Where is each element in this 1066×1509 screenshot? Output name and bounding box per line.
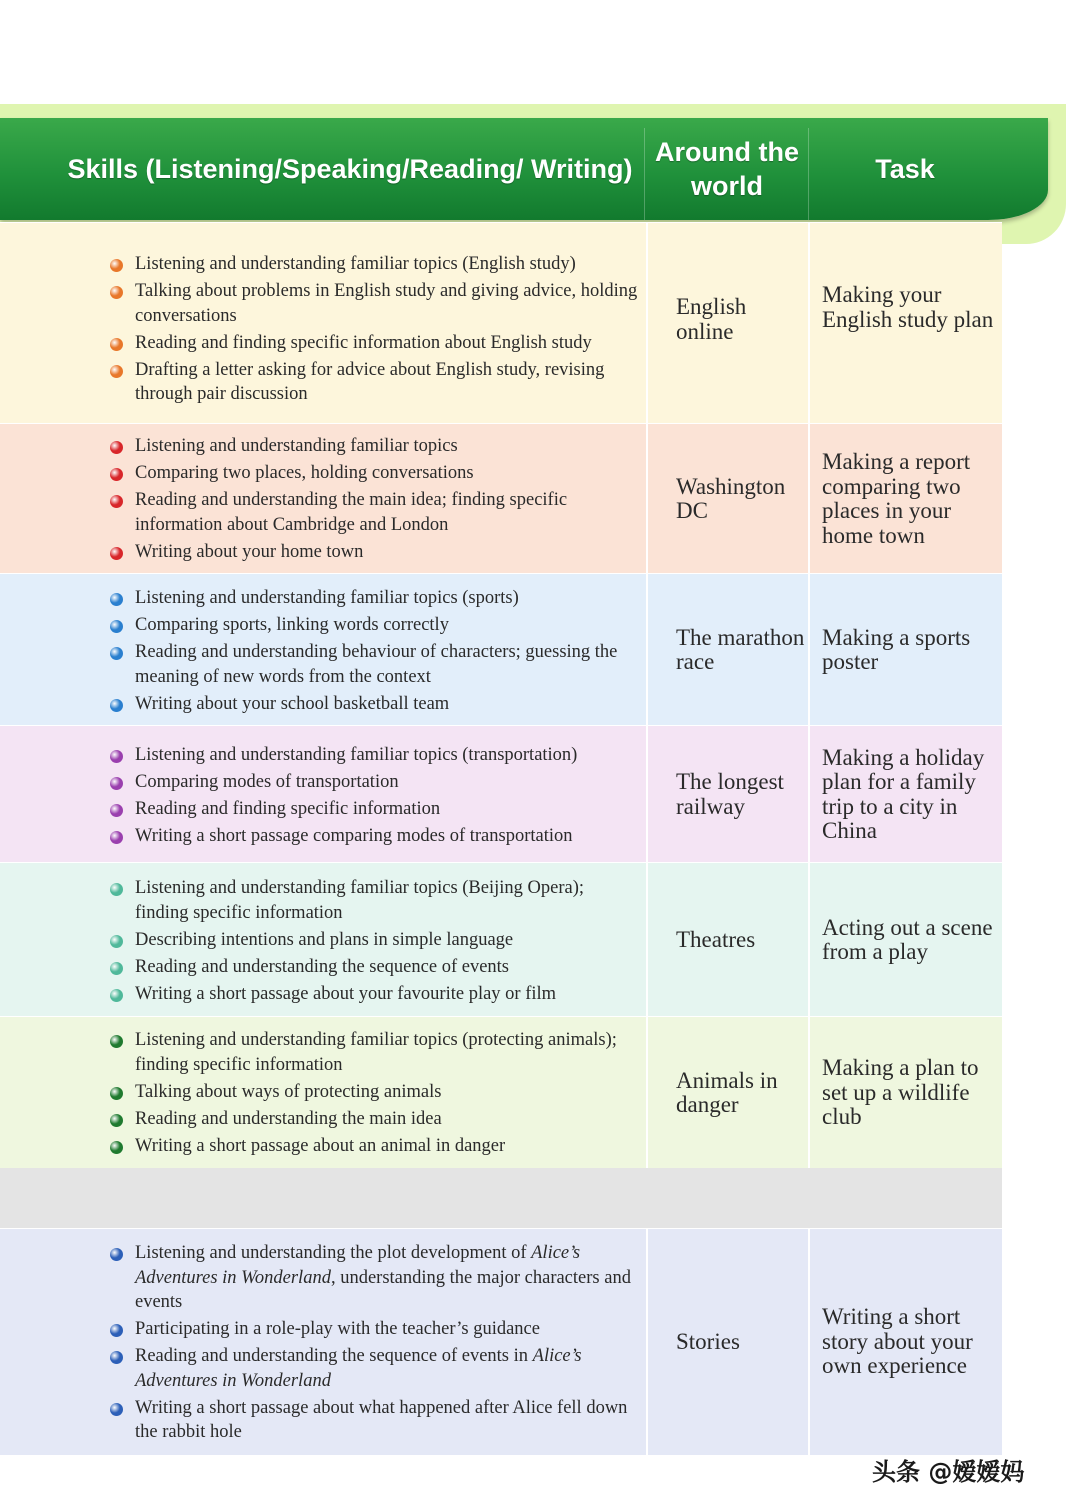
skills-cell [0,223,644,424]
bullet-icon [110,593,123,606]
world-text: The marathon race [676,624,805,674]
unit-row-2 [0,423,1002,574]
bullet-icon [110,620,123,633]
world-cell [646,1229,808,1455]
list-item: Reading and understanding the sequence of events in Alice’s Adventures in Wonderland [110,1344,640,1393]
task-cell [808,1229,1004,1455]
table-header [0,118,1048,220]
skills-list [110,434,640,567]
list-item: Listening and understanding familiar topics (protecting animals); finding specific information [110,1028,640,1077]
header-world: Around the world [655,137,799,201]
skills-cell [0,1017,644,1169]
list-item: Listening and understanding familiar topics (sports) [110,586,640,611]
skills-cell [0,1229,644,1455]
skills-list [110,1028,640,1161]
world-text: Washington DC [676,473,786,523]
list-item: Listening and understanding familiar topics (English study) [110,252,640,277]
bullet-icon [110,777,123,790]
world-cell [646,726,808,863]
list-item: Listening and understanding familiar topics (Beijing Opera); finding specific information [110,876,640,925]
bullet-icon [110,495,123,508]
bullet-icon [110,1141,123,1154]
bullet-icon [110,468,123,481]
list-item: Listening and understanding the plot development of Alice’s Adventures in Wonderland, understanding the major characters and events [110,1241,640,1315]
skills-cell [0,574,644,726]
list-item: Writing about your school basketball team [110,692,640,717]
task-text: Making a holiday plan for a family trip to a city in China [822,744,985,843]
bullet-icon [110,831,123,844]
list-item: Reading and finding specific information [110,797,640,822]
unit-row-7 [0,1228,1002,1455]
list-item: Comparing sports, linking words correctly [110,613,640,638]
bullet-icon [110,1403,123,1416]
task-cell [808,223,1004,424]
task-text: Acting out a scene from a play [822,914,993,964]
bullet-icon [110,699,123,712]
header-divider [644,128,645,220]
bullet-icon [110,935,123,948]
world-cell [646,1017,808,1169]
bullet-icon [110,1035,123,1048]
world-text: Stories [676,1328,740,1354]
list-item: Writing about your home town [110,540,640,565]
list-item: Talking about problems in English study and giving advice, holding conversations [110,279,640,328]
bullet-icon [110,547,123,560]
bullet-icon [110,1087,123,1100]
bullet-icon [110,804,123,817]
skills-list [110,876,640,1009]
bullet-icon [110,962,123,975]
world-text: Animals in danger [676,1067,778,1117]
bullet-icon [110,1248,123,1261]
skills-list [110,586,640,719]
bullet-icon [110,1351,123,1364]
bullet-icon [110,1324,123,1337]
skills-cell [0,863,644,1017]
task-cell [808,726,1004,863]
task-cell [808,424,1004,574]
list-item: Reading and understanding the main idea [110,1107,640,1132]
header-task: Task [875,154,935,184]
task-cell [808,863,1004,1017]
bullet-icon [110,338,123,351]
unit-row-5 [0,862,1002,1017]
bullet-icon [110,750,123,763]
list-item: Writing a short passage about an animal in danger [110,1134,640,1159]
list-item: Drafting a letter asking for advice about English study, revising through pair discussion [110,358,640,407]
list-item: Talking about ways of protecting animals [110,1080,640,1105]
world-text: English online [676,294,747,344]
task-text: Making a plan to set up a wildlife club [822,1055,979,1130]
skills-cell [0,726,644,863]
task-text: Writing a short story about your own experience [822,1304,973,1379]
skills-list [110,252,640,409]
bullet-icon [110,259,123,272]
watermark: 头条 @嫒嫒妈 [872,1458,1025,1486]
list-item: Listening and understanding familiar topics (transportation) [110,743,640,768]
list-item: Comparing two places, holding conversations [110,461,640,486]
bullet-icon [110,286,123,299]
unit-row-1 [0,222,1002,424]
world-text: Theatres [676,926,756,952]
task-text: Making a sports poster [822,624,971,674]
header-skills: Skills (Listening/Speaking/Reading/ Writing) [67,154,633,184]
skills-list [110,1241,640,1447]
skills-list [110,743,640,851]
bullet-icon [110,365,123,378]
list-item: Reading and understanding the main idea; finding specific information about Cambridge and London [110,488,640,537]
list-item: Reading and finding specific information about English study [110,331,640,356]
bullet-icon [110,989,123,1002]
world-cell [646,424,808,574]
task-text: Making a report comparing two places in your home town [822,449,971,548]
unit-row-4 [0,725,1002,863]
task-cell [808,1017,1004,1169]
world-cell [646,223,808,424]
world-cell [646,574,808,726]
bullet-icon [110,441,123,454]
world-text: The longest railway [676,769,784,819]
unit-row-6 [0,1016,1002,1169]
row-separator [0,1168,1002,1228]
bullet-icon [110,647,123,660]
list-item: Writing a short passage about what happened after Alice fell down the rabbit hole [110,1396,640,1445]
list-item: Describing intentions and plans in simple language [110,928,640,953]
world-cell [646,863,808,1017]
list-item: Writing a short passage comparing modes of transportation [110,824,640,849]
list-item: Reading and understanding behaviour of characters; guessing the meaning of new words from the context [110,640,640,689]
header-divider [808,128,809,220]
unit-row-3 [0,573,1002,726]
list-item: Listening and understanding familiar topics [110,434,640,459]
task-text: Making your English study plan [822,282,994,332]
task-cell [808,574,1004,726]
list-item: Participating in a role-play with the teacher’s guidance [110,1317,640,1342]
list-item: Comparing modes of transportation [110,770,640,795]
list-item: Writing a short passage about your favourite play or film [110,982,640,1007]
bullet-icon [110,1114,123,1127]
skills-cell [0,424,644,574]
bullet-icon [110,883,123,896]
list-item: Reading and understanding the sequence of events [110,955,640,980]
